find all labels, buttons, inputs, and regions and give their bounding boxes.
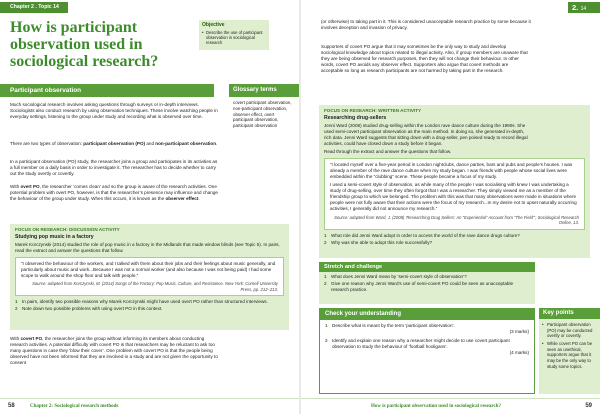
check-item: 2 Identify and explain one reason why a researcher might decide to use covert participant observation to study the behaviour of ‘football hooligans’. (4 marks): [325, 338, 529, 356]
supporters-paragraph: Supporters of covert PO argue that it may sometimes be the only way to study and develop sociological knowledge about topics related to illegal activity. Also, if group members are unaware that they are being observed for research purposes, then they will not change their behaviour. In other words, covert PO avoids any observer effect. Supporters also argue that covert methods are acceptable so long as research participants are not harmed by taking part in the research.: [321, 44, 528, 74]
discussion-activity-box: [10, 224, 289, 330]
key-point: • Participant observation (PO) may be conducted overtly or covertly.: [542, 322, 593, 339]
stretch-box: [319, 262, 535, 304]
objective-box: [199, 20, 269, 50]
activity-label: FOCUS ON RESEARCH: DISCUSSION ACTIVITY: [15, 227, 120, 232]
objective-heading: Objective: [202, 22, 225, 28]
page-title: How is participant observation used in sociological research?: [10, 19, 159, 70]
types-paragraph: There are two types of observation: participant observation (PO) and non-participant observation.: [10, 141, 218, 146]
glossary-text: covert participant observation, non-participant observation, observer effect, overt participant observation, participant observation: [229, 97, 299, 150]
covert-paragraph: With covert PO, the researcher joins the group without informing its members about conducting research activities. A potential difficulty with covert PO is that researchers may be reluctant to ask too many questions in case they ‘blow their cover’. One problem with covert PO is that the people being observed have not been informed that they are involved in a study and are not given the opportunity to consent: [10, 336, 218, 366]
page-number: 59: [585, 403, 592, 409]
objective-item: • Describe the use of participant observation in sociological research: [202, 29, 263, 45]
po-paragraph: In a participant observation (PO) study, the researcher joins a group and participates in its activities as a full member on a daily basis in order to investigate it. The researcher has to decide whether to carry out the study overtly or covertly.: [10, 159, 218, 177]
footer-title: How is participant observation used in sociological research?: [371, 403, 501, 409]
extract-source: Source: adapted from Korczynski, M. (2014) Songs of the Factory: Pop Music, Culture, and Resistance. New York: Cornell University Press, pp. 212–213.: [32, 281, 278, 292]
written-question: 1 What role did Jenni Ward adopt in order to access the world of the rave dance drugs culture?: [324, 232, 520, 238]
check-item: 1 Describe what is meant by the term ‘participant observation’. (3 marks): [325, 323, 529, 335]
discussion-question: 1 In pairs, identify two possible reasons why Marek Korczynski might have used overt PO rather than structured interviews.: [15, 299, 268, 305]
activity-intro: Marek Korczynski (2014) studied the role of pop music in a factory in the Midlands that made window blinds (see Topic 5). In pairs, read the extract and answer the questions that follow.: [15, 241, 280, 253]
page-number: 58: [8, 403, 15, 409]
check-understanding-box: [319, 308, 535, 394]
activity-heading: Researching drug-sellers: [324, 114, 387, 121]
stretch-item: 1 What does Jenni Ward mean by ‘semi-covert style of observation’?: [324, 274, 467, 279]
stretch-item: 2 Give one reason why Jenni Ward’s use of semi-covert PO could be seen as unacceptable research practice.: [324, 281, 514, 293]
consent-paragraph: (or otherwise) to taking part in it. This is considered unacceptable research practice by some because it involves deception and invasion of privacy.: [321, 19, 531, 31]
footer-chapter: Chapter 2: Sociological research methods: [30, 403, 119, 409]
overt-paragraph: With overt PO, the researcher ‘comes clean’ and so the group is aware of the research activities. One potential problem with overt PO, however, is that the researcher’s presence may influence and change the behaviour of the group under study. When this occurs, it is known as the observer effect.: [10, 184, 218, 202]
section-heading-band: Participant observation: [0, 84, 214, 97]
chapter-tab: 2. 14: [568, 2, 600, 13]
intro-paragraph: Much sociological research involves asking questions through surveys or in-depth interviews. Sociologists also conduct research by using observation techniques. These involve watching people in everyday settings, listening to the group under study and recording what is observed over time.: [10, 102, 218, 120]
written-activity-box: [319, 105, 590, 258]
footer: [301, 398, 600, 414]
left-page: [0, 0, 299, 414]
marks: (3 marks): [509, 329, 529, 335]
discussion-question: 2 Note down two possible problems with using overt PO in this context.: [15, 306, 163, 312]
activity-intro: Jenni Ward (2008) studied drug-selling within the London rave dance culture during the 1990s. She used semi-covert participant observation as the main method. In doing so, she generated in-depth, rich data. Jenni Ward suggests that sitting down with a drug-seller, pen poised ready to record illegal activities, could have closed down a study before it began.: [324, 122, 528, 146]
footer: [0, 398, 299, 414]
activity-instruction: Read through the extract and answer the questions that follow.: [324, 148, 452, 154]
extract-quote: “I located myself over a five-year period in London nightclubs, dance parties, bars and pubs and people’s houses. I was already a member of the rave dance culture when my study began. I was friends with people whose social lives were embedded within the “clubbing” scene. These people became a focus of my study. I used a semi-covert style of observation, as while many of the people I was socialising with knew I was undertaking a study of drug-selling, over time they often forgot that I was a researcher. They simply viewed me as a member of the friendship group to which we belonged. The problem with this was that many observations were made in situations where people were not fully aware that their actions were the focus of my research...In my desire not to upset naturally occurring activities, I generally did not announce my research.” Source: adapted from Ward, J. (2008) ‘Researching Drug Sellers: An “Experiential” Account from “The Field”’, Sociological Research Online, 13.: [324, 158, 585, 230]
chapter-tab: Chapter 2 . Topic 14: [0, 2, 68, 13]
extract-quote: “I observed the behaviour of the workers, and I talked with them about their jobs and their feelings about music generally, and particularly about music and work...Because I was not a normal worker (and also because I was not being paid) I had some scope to walk around the shop floor and talk with people.” Source: adapted from Korczynski, M. (2014) Songs of the Factory: Pop Music, Culture, and Resistance. New York: Cornell University Press, pp. 212–213.: [15, 257, 284, 296]
key-point: • While covert PO can be seen as unethical, supporters argue that it may be the only way to study some topics.: [542, 341, 593, 369]
glossary-box: [229, 84, 299, 150]
key-points-heading: Key points: [539, 308, 600, 319]
activity-heading: Studying pop music in a factory: [15, 233, 94, 240]
key-points-box: [539, 308, 600, 394]
stretch-heading: Stretch and challenge: [319, 262, 535, 272]
check-heading: Check your understanding: [320, 309, 534, 320]
marks: (4 marks): [509, 350, 529, 356]
activity-label: FOCUS ON RESEARCH: WRITTEN ACTIVITY: [324, 108, 422, 113]
extract-source: Source: adapted from Ward, J. (2008) ‘Researching Drug Sellers: An “Experiential” Account from “The Field”’, Sociological Research Online, 13.: [334, 214, 579, 226]
right-page: [301, 0, 600, 414]
glossary-heading: Glossary terms: [229, 84, 299, 97]
written-question: 2 Why was she able to adopt this role successfully?: [324, 239, 433, 245]
